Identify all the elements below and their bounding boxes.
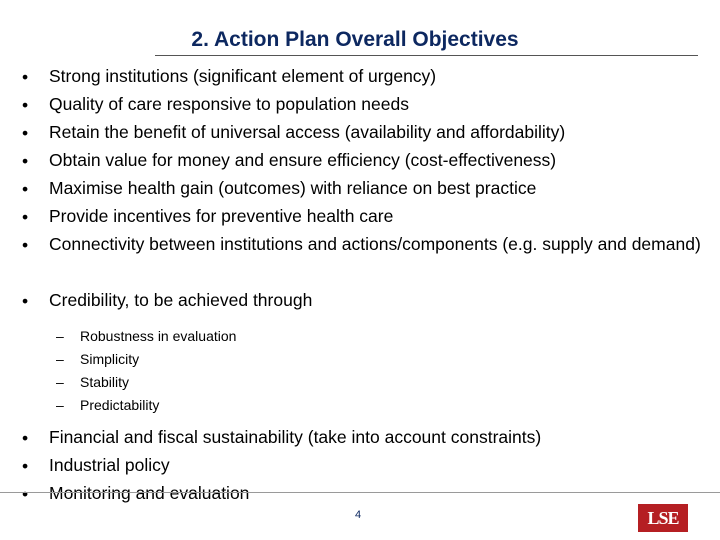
- bullet-glyph: •: [22, 123, 29, 143]
- bullet-glyph: •: [22, 179, 29, 199]
- bullet-text: Credibility, to be achieved through: [49, 290, 313, 310]
- bullet-item: [22, 66, 702, 94]
- dash-glyph: –: [56, 374, 64, 390]
- credibility-sub-list: [22, 328, 702, 420]
- lse-logo: [638, 504, 688, 532]
- footer-divider: [0, 492, 720, 493]
- title-underline: [155, 55, 698, 56]
- bullet-item: [22, 178, 702, 206]
- bullet-item: [22, 150, 702, 178]
- bullet-glyph: •: [22, 291, 29, 311]
- bullet-item: [22, 206, 702, 234]
- bullet-text: Industrial policy: [49, 455, 170, 475]
- bullet-text: Financial and fiscal sustainability (take into account constraints): [49, 427, 542, 447]
- objectives-list: [22, 66, 702, 511]
- bullet-item: [22, 234, 702, 290]
- bullet-text: Strong institutions (significant element of urgency): [49, 66, 437, 86]
- bullet-glyph: •: [22, 95, 29, 115]
- bullet-glyph: •: [22, 428, 29, 448]
- bullet-glyph: •: [22, 207, 29, 227]
- bullet-text: Connectivity between institutions and actions/components (e.g. supply and demand): [49, 234, 701, 254]
- sub-bullet-text: Simplicity: [80, 351, 140, 367]
- bullet-text: Retain the benefit of universal access (availability and affordability): [49, 122, 566, 142]
- sub-bullet-item: [56, 351, 702, 374]
- bullet-glyph: •: [22, 67, 29, 87]
- bullet-item: [22, 122, 702, 150]
- sub-bullet-item: [56, 374, 702, 397]
- logo-text: LSE: [647, 507, 679, 528]
- sub-list-container: [22, 328, 702, 420]
- bullet-item: [22, 455, 702, 483]
- page-number: 4: [355, 509, 362, 521]
- dash-glyph: –: [56, 351, 64, 367]
- dash-glyph: –: [56, 397, 64, 413]
- bullet-text: Quality of care responsive to population needs: [49, 94, 409, 114]
- bullet-item: [22, 290, 702, 318]
- sub-bullet-text: Predictability: [80, 397, 160, 413]
- bullet-text: Maximise health gain (outcomes) with reliance on best practice: [49, 178, 537, 198]
- bullet-glyph: •: [22, 235, 29, 255]
- bullet-glyph: •: [22, 484, 29, 504]
- dash-glyph: –: [56, 328, 64, 344]
- bullet-text: Obtain value for money and ensure efficiency (cost-effectiveness): [49, 150, 557, 170]
- sub-bullet-item: [56, 397, 702, 420]
- sub-bullet-text: Stability: [80, 374, 130, 390]
- bullet-item: [22, 94, 702, 122]
- slide-title: 2. Action Plan Overall Objectives: [191, 28, 519, 51]
- bullet-item: [22, 427, 702, 455]
- sub-bullet-text: Robustness in evaluation: [80, 328, 237, 344]
- bullet-glyph: •: [22, 456, 29, 476]
- bullet-text: Monitoring and evaluation: [49, 483, 250, 503]
- bullet-text: Provide incentives for preventive health care: [49, 206, 394, 226]
- bullet-glyph: •: [22, 151, 29, 171]
- bullet-item: [22, 483, 702, 511]
- sub-bullet-item: [56, 328, 702, 351]
